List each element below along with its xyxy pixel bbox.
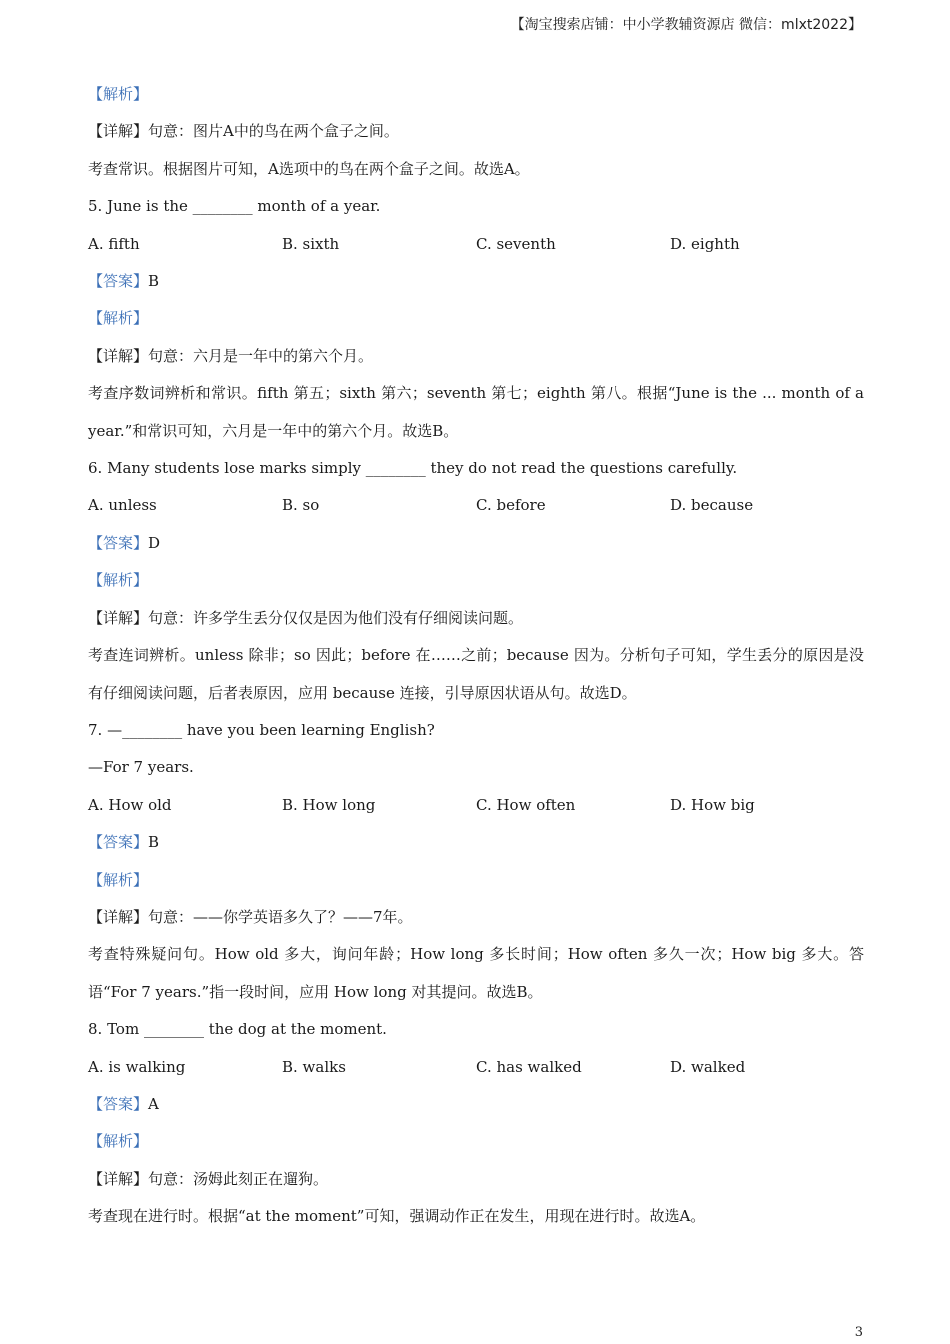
document-body — [88, 76, 864, 1236]
analysis-label: 【解析】 — [88, 1132, 149, 1151]
answer-line — [88, 1086, 864, 1123]
detail-line — [88, 899, 864, 936]
options-row — [88, 787, 864, 824]
option-c: C. has walked — [476, 1057, 582, 1076]
explanation: 考查特殊疑问句。How old 多大，询问年龄；How long 多长时间；How often 多久一次；How big 多大。答语“For 7 years.”指一段时间，应用 How long 对其提问。故选B。 — [88, 945, 864, 1001]
detail-line — [88, 113, 864, 150]
analysis-heading — [88, 300, 864, 337]
detail-label: 【详解】 — [88, 1169, 149, 1188]
analysis-heading — [88, 76, 864, 113]
option-a: A. unless — [88, 496, 157, 515]
option-d: D. How big — [670, 795, 755, 814]
option-a: A. is walking — [88, 1057, 186, 1076]
detail-text: 句意：许多学生丢分仅仅是因为他们没有仔细阅读问题。 — [148, 608, 524, 627]
explanation: 考查常识。根据图片可知，A选项中的鸟在两个盒子之间。故选A。 — [88, 159, 530, 178]
explanation: 考查现在进行时。根据“at the moment”可知，强调动作正在发生，用现在进行时。故选A。 — [88, 1207, 706, 1226]
analysis-label: 【解析】 — [88, 85, 149, 103]
question-stem: 7. —________ have you been learning English? — [88, 720, 435, 739]
analysis-heading — [88, 862, 864, 899]
option-b: B. walks — [282, 1057, 346, 1076]
option-b: B. so — [282, 496, 320, 515]
detail-text: 句意：六月是一年中的第六个月。 — [148, 346, 374, 365]
detail-label: 【详解】 — [88, 122, 149, 141]
detail-label: 【详解】 — [88, 907, 149, 926]
detail-label: 【详解】 — [88, 346, 149, 365]
explanation: 考查序数词辨析和常识。fifth 第五；sixth 第六；seventh 第七；eighth 第八。根据“June is the ... month of a year.”和常识可知，六月是一年中的第六个月。故选B。 — [88, 384, 864, 440]
answer-label: 【答案】 — [88, 833, 149, 852]
answer-line — [88, 263, 864, 300]
analysis-label: 【解析】 — [88, 309, 149, 328]
question-stem-response: —For 7 years. — [88, 758, 194, 777]
question-stem: 6. Many students lose marks simply ________ they do not read the questions carefully. — [88, 459, 738, 478]
option-d: D. because — [670, 496, 754, 515]
answer-value: B — [148, 833, 160, 852]
answer-line — [88, 824, 864, 861]
answer-value: A — [148, 1094, 159, 1113]
answer-value: D — [148, 533, 161, 552]
analysis-label: 【解析】 — [88, 571, 149, 590]
detail-text: 句意：——你学英语多久了？——7年。 — [148, 907, 413, 926]
detail-line — [88, 1161, 864, 1198]
question-stem: 8. Tom ________ the dog at the moment. — [88, 1020, 387, 1039]
detail-line — [88, 600, 864, 637]
page-number: 3 — [854, 1325, 863, 1340]
answer-label: 【答案】 — [88, 272, 149, 291]
option-d: D. walked — [670, 1057, 746, 1076]
option-c: C. before — [476, 496, 546, 515]
analysis-heading — [88, 562, 864, 599]
question-stem: 5. June is the ________ month of a year. — [88, 197, 381, 216]
options-row — [88, 1049, 864, 1086]
answer-label: 【答案】 — [88, 533, 149, 552]
option-b: B. sixth — [282, 234, 340, 253]
options-row — [88, 487, 864, 524]
option-d: D. eighth — [670, 234, 740, 253]
explanation: 考查连词辨析。unless 除非；so 因此；before 在……之前；because 因为。分析句子可知，学生丢分的原因是没有仔细阅读问题，后者表原因，应用 because 连接，引导原因状语从句。故选D。 — [88, 646, 864, 702]
analysis-heading — [88, 1123, 864, 1160]
answer-label: 【答案】 — [88, 1094, 149, 1113]
option-b: B. How long — [282, 795, 376, 814]
answer-line — [88, 525, 864, 562]
options-row — [88, 226, 864, 263]
option-c: C. seventh — [476, 234, 556, 253]
detail-text: 句意：图片A中的鸟在两个盒子之间。 — [148, 122, 399, 141]
detail-text: 句意：汤姆此刻正在遛狗。 — [148, 1169, 329, 1188]
option-a: A. How old — [88, 795, 172, 814]
detail-line — [88, 338, 864, 375]
page-header: 【淘宝搜索店铺：中小学教辅资源店 微信：mlxt2022】 — [510, 17, 862, 33]
detail-label: 【详解】 — [88, 608, 149, 627]
option-c: C. How often — [476, 795, 576, 814]
analysis-label: 【解析】 — [88, 870, 149, 889]
answer-value: B — [148, 272, 160, 291]
option-a: A. fifth — [88, 234, 140, 253]
